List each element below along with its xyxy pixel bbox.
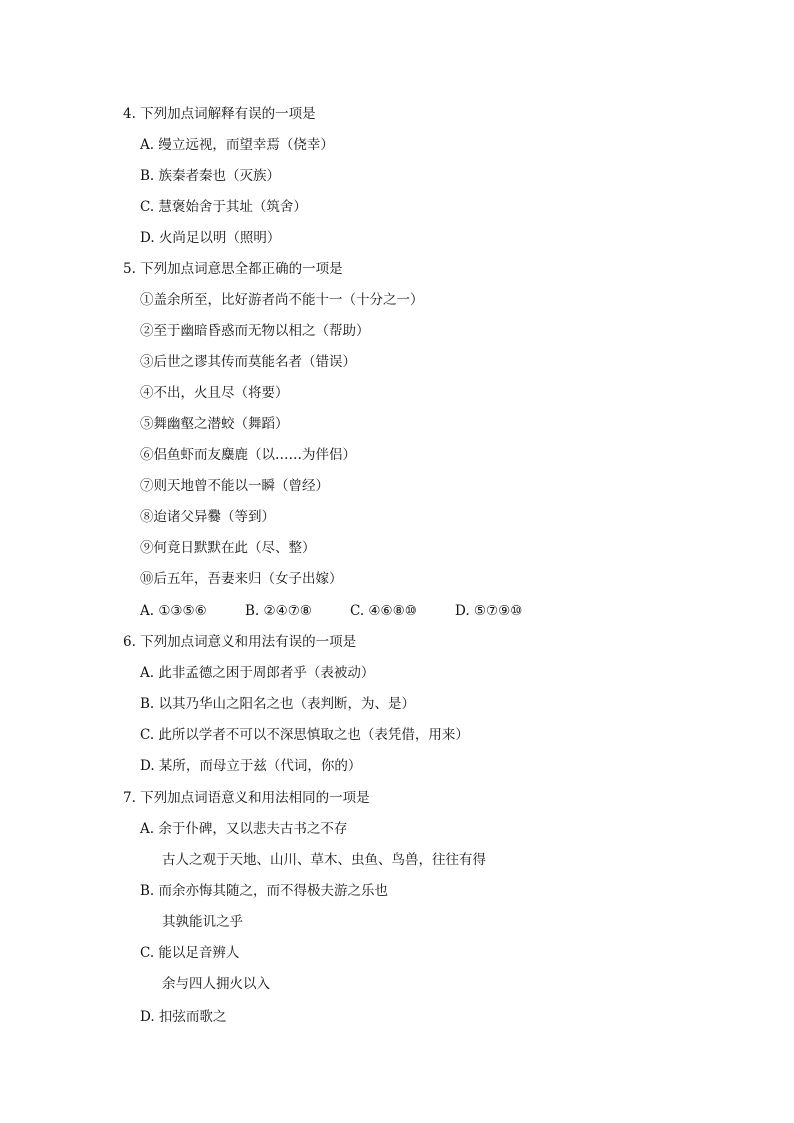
question-5-item-8: ⑧迨诸父异爨（等到） <box>140 509 275 525</box>
question-5-item-6: ⑥侣鱼虾而友麋鹿（以……为伴侣） <box>140 447 356 463</box>
question-4-option-c: C. 慧褒始舍于其址（筑舍） <box>140 199 307 215</box>
question-6-option-d: D. 某所，而母立于兹（代词，你的） <box>140 758 362 774</box>
question-5-item-3: ③后世之谬其传而莫能名者（错误） <box>140 354 356 370</box>
question-5-option-a: A. ①③⑤⑥ <box>140 603 207 619</box>
question-6-option-a: A. 此非孟德之困于周郎者乎（表被动） <box>140 665 375 681</box>
question-4-option-a: A. 缦立远视，而望幸焉（侥幸） <box>140 137 334 153</box>
question-6-stem: 6. 下列加点词意义和用法有误的一项是 <box>123 634 357 650</box>
question-5-option-d: D. ⑤⑦⑨⑩ <box>455 603 523 619</box>
question-4-stem: 4. 下列加点词解释有误的一项是 <box>123 106 316 122</box>
question-5-item-9: ⑨何竟日默默在此（尽、整） <box>140 540 316 556</box>
question-5-item-10: ⑩后五年，吾妻来归（女子出嫁） <box>140 571 343 587</box>
question-7-option-b-line2: 其孰能讥之乎 <box>162 914 243 930</box>
question-7-option-b-line1: B. 而余亦悔其随之，而不得极夫游之乐也 <box>140 883 389 899</box>
question-4-option-b: B. 族秦者秦也（灭族） <box>140 168 281 184</box>
question-7-option-d-line1: D. 扣弦而歌之 <box>140 1009 227 1025</box>
question-5-option-c: C. ④⑥⑧⑩ <box>350 603 417 619</box>
question-6-option-b: B. 以其乃华山之阳名之也（表判断，为、是） <box>140 696 416 712</box>
question-5-stem: 5. 下列加点词意思全都正确的一项是 <box>123 261 343 277</box>
question-5-item-7: ⑦则天地曾不能以一瞬（曾经） <box>140 478 329 494</box>
question-5-item-2: ②至于幽暗昏惑而无物以相之（帮助） <box>140 323 370 339</box>
question-7-option-a-line1: A. 余于仆碑，又以悲夫古书之不存 <box>140 821 348 837</box>
question-4-option-d: D. 火尚足以明（照明） <box>140 230 281 246</box>
question-7-stem: 7. 下列加点词语意义和用法相同的一项是 <box>123 790 370 806</box>
question-7-option-a-line2: 古人之观于天地、山川、草木、虫鱼、鸟兽，往往有得 <box>162 852 486 868</box>
question-5-option-b: B. ②④⑦⑧ <box>245 603 312 619</box>
question-5-item-1: ①盖余所至，比好游者尚不能十一（十分之一） <box>140 292 424 308</box>
question-5-item-5: ⑤舞幽壑之潜蛟（舞蹈） <box>140 416 289 432</box>
question-6-option-c: C. 此所以学者不可以不深思慎取之也（表凭借，用来） <box>140 727 469 743</box>
question-7-option-c-line1: C. 能以足音辨人 <box>140 945 240 961</box>
question-7-option-c-line2: 余与四人拥火以入 <box>162 976 270 992</box>
question-5-item-4: ④不出，火且尽（将要） <box>140 385 289 401</box>
